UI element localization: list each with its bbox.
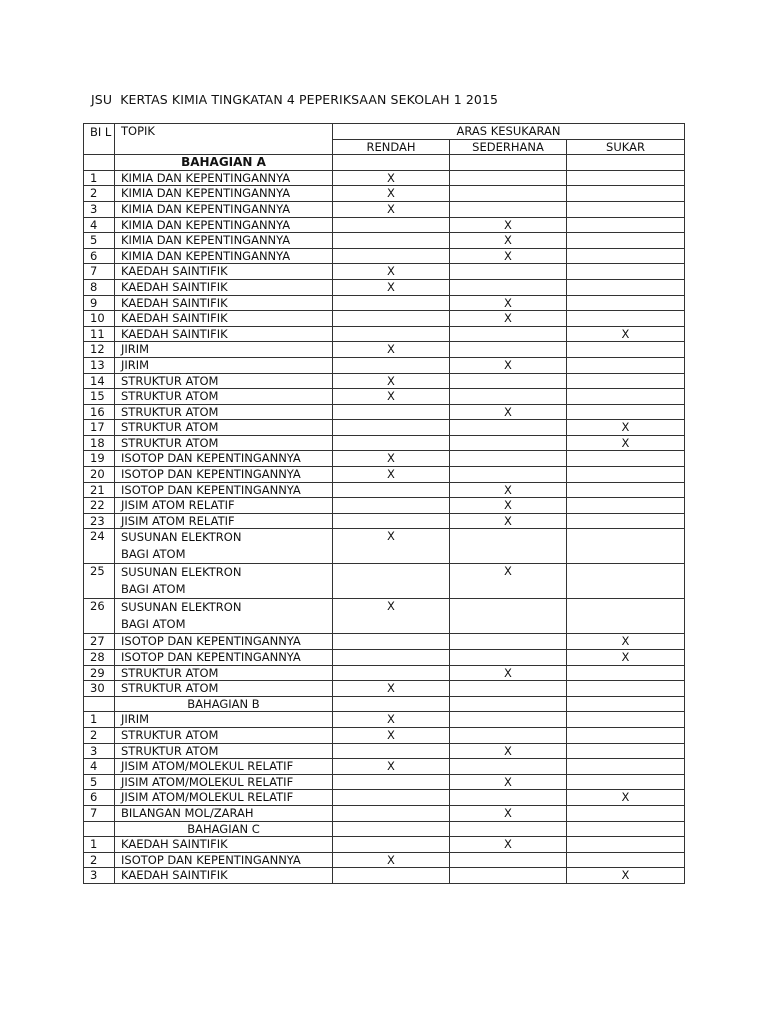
mark-x: X — [567, 790, 685, 806]
bil-cell: 28 — [84, 650, 115, 666]
table-row — [84, 389, 685, 405]
topik-cell: JISIM ATOM/MOLEKUL RELATIF — [115, 774, 333, 790]
empty-cell — [567, 728, 685, 744]
empty-cell — [567, 774, 685, 790]
bil-cell: 15 — [84, 389, 115, 405]
bil-cell: 1 — [84, 712, 115, 728]
mark-x: X — [333, 467, 450, 483]
bil-cell: 26 — [84, 599, 115, 634]
jsu-table — [83, 123, 685, 884]
topik-cell: STRUKTUR ATOM — [115, 404, 333, 420]
bil-cell: 2 — [84, 728, 115, 744]
empty-cell — [333, 295, 450, 311]
empty-cell — [450, 279, 567, 295]
table-row — [84, 837, 685, 853]
table-row — [84, 326, 685, 342]
topik-cell: KIMIA DAN KEPENTINGANNYA — [115, 233, 333, 249]
topik-cell: JISIM ATOM RELATIF — [115, 513, 333, 529]
bil-cell: 2 — [84, 186, 115, 202]
empty-cell — [450, 467, 567, 483]
empty-cell — [567, 805, 685, 821]
bil-cell: 4 — [84, 759, 115, 775]
table-row — [84, 805, 685, 821]
empty-cell — [567, 482, 685, 498]
table-row — [84, 233, 685, 249]
bil-cell: 10 — [84, 311, 115, 327]
table-row — [84, 728, 685, 744]
topik-cell: STRUKTUR ATOM — [115, 681, 333, 697]
mark-x: X — [333, 852, 450, 868]
bil-cell: 1 — [84, 170, 115, 186]
mark-x: X — [450, 665, 567, 681]
bil-cell: 9 — [84, 295, 115, 311]
mark-x: X — [450, 233, 567, 249]
table-row — [84, 295, 685, 311]
empty-cell — [450, 186, 567, 202]
bil-cell: 2 — [84, 852, 115, 868]
table-row — [84, 357, 685, 373]
header-sederhana: SEDERHANA — [450, 139, 567, 155]
mark-x: X — [333, 186, 450, 202]
mark-x: X — [333, 681, 450, 697]
empty-cell — [450, 759, 567, 775]
empty-cell — [567, 357, 685, 373]
empty-cell — [333, 868, 450, 884]
empty-cell — [567, 311, 685, 327]
empty-cell — [450, 326, 567, 342]
empty-cell — [450, 852, 567, 868]
empty-cell — [567, 743, 685, 759]
empty-cell — [567, 233, 685, 249]
section-row — [84, 821, 685, 837]
mark-x: X — [450, 774, 567, 790]
section-bil-cell — [84, 821, 115, 837]
mark-x: X — [567, 435, 685, 451]
table-row — [84, 498, 685, 514]
empty-cell — [333, 634, 450, 650]
header-rendah: RENDAH — [333, 139, 450, 155]
empty-cell — [333, 420, 450, 436]
header-aras-kesukaran: ARAS KESUKARAN — [333, 124, 685, 140]
empty-cell — [333, 650, 450, 666]
bil-cell: 21 — [84, 482, 115, 498]
empty-cell — [567, 373, 685, 389]
topik-cell: JIRIM — [115, 342, 333, 358]
mark-x: X — [333, 529, 450, 564]
empty-cell — [567, 404, 685, 420]
section-bil-cell — [84, 696, 115, 712]
empty-cell — [333, 482, 450, 498]
bil-cell: 27 — [84, 634, 115, 650]
empty-cell — [450, 201, 567, 217]
bil-cell: 6 — [84, 790, 115, 806]
bil-cell: 19 — [84, 451, 115, 467]
table-row — [84, 743, 685, 759]
empty-cell — [450, 264, 567, 280]
mark-x: X — [450, 217, 567, 233]
mark-x: X — [450, 482, 567, 498]
empty-cell — [567, 389, 685, 405]
bil-cell: 11 — [84, 326, 115, 342]
mark-x: X — [567, 326, 685, 342]
topik-cell: KAEDAH SAINTIFIK — [115, 295, 333, 311]
bil-cell: 22 — [84, 498, 115, 514]
empty-cell — [567, 759, 685, 775]
empty-cell — [333, 233, 450, 249]
topik-cell: JISIM ATOM/MOLEKUL RELATIF — [115, 790, 333, 806]
bil-cell: 5 — [84, 233, 115, 249]
empty-cell — [567, 681, 685, 697]
mark-x: X — [567, 868, 685, 884]
bil-cell: 4 — [84, 217, 115, 233]
bil-cell: 14 — [84, 373, 115, 389]
empty-cell — [567, 186, 685, 202]
empty-cell — [450, 435, 567, 451]
topik-cell: SUSUNAN ELEKTRON BAGI ATOM — [115, 599, 333, 634]
section-empty-cell — [450, 155, 567, 171]
bil-cell: 6 — [84, 248, 115, 264]
empty-cell — [333, 326, 450, 342]
mark-x: X — [333, 599, 450, 634]
header-sukar: SUKAR — [567, 139, 685, 155]
bil-cell: 8 — [84, 279, 115, 295]
topik-cell: STRUKTUR ATOM — [115, 728, 333, 744]
empty-cell — [333, 774, 450, 790]
bil-cell: 18 — [84, 435, 115, 451]
table-row — [84, 201, 685, 217]
mark-x: X — [333, 279, 450, 295]
bil-cell: 25 — [84, 564, 115, 599]
empty-cell — [333, 311, 450, 327]
table-row — [84, 420, 685, 436]
mark-x: X — [450, 404, 567, 420]
table-row — [84, 217, 685, 233]
empty-cell — [450, 681, 567, 697]
section-empty-cell — [333, 821, 450, 837]
empty-cell — [567, 513, 685, 529]
empty-cell — [333, 435, 450, 451]
topik-cell: KAEDAH SAINTIFIK — [115, 311, 333, 327]
bil-cell: 7 — [84, 264, 115, 280]
bil-cell: 30 — [84, 681, 115, 697]
empty-cell — [567, 451, 685, 467]
table-row — [84, 599, 685, 634]
empty-cell — [333, 564, 450, 599]
empty-cell — [450, 650, 567, 666]
mark-x: X — [333, 201, 450, 217]
table-row — [84, 759, 685, 775]
topik-cell: KAEDAH SAINTIFIK — [115, 326, 333, 342]
empty-cell — [567, 564, 685, 599]
empty-cell — [333, 513, 450, 529]
empty-cell — [567, 852, 685, 868]
bil-cell: 29 — [84, 665, 115, 681]
table-row — [84, 170, 685, 186]
table-row — [84, 186, 685, 202]
empty-cell — [567, 279, 685, 295]
section-row — [84, 155, 685, 171]
topik-cell: KAEDAH SAINTIFIK — [115, 837, 333, 853]
section-empty-cell — [567, 821, 685, 837]
mark-x: X — [567, 420, 685, 436]
topik-cell: ISOTOP DAN KEPENTINGANNYA — [115, 634, 333, 650]
empty-cell — [567, 665, 685, 681]
table-row — [84, 311, 685, 327]
topik-cell: SUSUNAN ELEKTRON BAGI ATOM — [115, 529, 333, 564]
topik-cell: KAEDAH SAINTIFIK — [115, 868, 333, 884]
mark-x: X — [450, 498, 567, 514]
table-row — [84, 435, 685, 451]
table-row — [84, 373, 685, 389]
mark-x: X — [567, 634, 685, 650]
mark-x: X — [333, 389, 450, 405]
topik-cell: JISIM ATOM/MOLEKUL RELATIF — [115, 759, 333, 775]
topik-cell: KAEDAH SAINTIFIK — [115, 264, 333, 280]
mark-x: X — [450, 564, 567, 599]
table-row — [84, 774, 685, 790]
empty-cell — [450, 342, 567, 358]
table-row — [84, 790, 685, 806]
table-row — [84, 248, 685, 264]
bil-cell: 3 — [84, 868, 115, 884]
document-title: JSU KERTAS KIMIA TINGKATAN 4 PEPERIKSAAN SEKOLAH 1 2015 — [91, 92, 499, 107]
bil-cell: 24 — [84, 529, 115, 564]
empty-cell — [567, 467, 685, 483]
mark-x: X — [333, 264, 450, 280]
topik-cell: KAEDAH SAINTIFIK — [115, 279, 333, 295]
table-row — [84, 482, 685, 498]
mark-x: X — [450, 743, 567, 759]
section-empty-cell — [450, 696, 567, 712]
mark-x: X — [450, 805, 567, 821]
empty-cell — [450, 634, 567, 650]
mark-x: X — [333, 728, 450, 744]
section-empty-cell — [567, 696, 685, 712]
mark-x: X — [333, 342, 450, 358]
empty-cell — [450, 529, 567, 564]
topik-cell: ISOTOP DAN KEPENTINGANNYA — [115, 650, 333, 666]
table-row — [84, 650, 685, 666]
topik-cell: KIMIA DAN KEPENTINGANNYA — [115, 170, 333, 186]
empty-cell — [450, 170, 567, 186]
table-row — [84, 451, 685, 467]
bil-cell: 3 — [84, 201, 115, 217]
empty-cell — [450, 728, 567, 744]
bil-cell: 7 — [84, 805, 115, 821]
bil-cell: 5 — [84, 774, 115, 790]
empty-cell — [333, 743, 450, 759]
empty-cell — [450, 790, 567, 806]
mark-x: X — [450, 357, 567, 373]
empty-cell — [567, 712, 685, 728]
mark-x: X — [450, 513, 567, 529]
table-row — [84, 712, 685, 728]
empty-cell — [333, 790, 450, 806]
mark-x: X — [333, 759, 450, 775]
empty-cell — [567, 295, 685, 311]
topik-cell: SUSUNAN ELEKTRON BAGI ATOM — [115, 564, 333, 599]
bil-cell: 13 — [84, 357, 115, 373]
bil-cell: 1 — [84, 837, 115, 853]
empty-cell — [333, 498, 450, 514]
topik-cell: STRUKTUR ATOM — [115, 435, 333, 451]
section-title: BAHAGIAN A — [115, 155, 333, 171]
bil-cell: 3 — [84, 743, 115, 759]
table-row — [84, 665, 685, 681]
mark-x: X — [333, 170, 450, 186]
section-empty-cell — [333, 155, 450, 171]
section-title: BAHAGIAN B — [115, 696, 333, 712]
empty-cell — [450, 712, 567, 728]
empty-cell — [450, 599, 567, 634]
section-title: BAHAGIAN C — [115, 821, 333, 837]
bil-cell: 17 — [84, 420, 115, 436]
table-row — [84, 404, 685, 420]
table-row — [84, 564, 685, 599]
empty-cell — [450, 420, 567, 436]
empty-cell — [333, 357, 450, 373]
table-row — [84, 681, 685, 697]
topik-cell: KIMIA DAN KEPENTINGANNYA — [115, 186, 333, 202]
empty-cell — [333, 665, 450, 681]
empty-cell — [567, 248, 685, 264]
table-row — [84, 342, 685, 358]
header-bil: BI L — [84, 124, 115, 155]
mark-x: X — [567, 650, 685, 666]
section-bil-cell — [84, 155, 115, 171]
empty-cell — [450, 451, 567, 467]
bil-cell: 16 — [84, 404, 115, 420]
topik-cell: BILANGAN MOL/ZARAH — [115, 805, 333, 821]
topik-cell: STRUKTUR ATOM — [115, 389, 333, 405]
empty-cell — [450, 373, 567, 389]
bil-cell: 12 — [84, 342, 115, 358]
table-row — [84, 529, 685, 564]
topik-cell: ISOTOP DAN KEPENTINGANNYA — [115, 482, 333, 498]
empty-cell — [567, 837, 685, 853]
mark-x: X — [333, 373, 450, 389]
topik-cell: ISOTOP DAN KEPENTINGANNYA — [115, 467, 333, 483]
table-row — [84, 467, 685, 483]
topik-cell: ISOTOP DAN KEPENTINGANNYA — [115, 852, 333, 868]
empty-cell — [333, 404, 450, 420]
mark-x: X — [450, 311, 567, 327]
section-empty-cell — [450, 821, 567, 837]
topik-cell: JIRIM — [115, 712, 333, 728]
topik-cell: KIMIA DAN KEPENTINGANNYA — [115, 217, 333, 233]
mark-x: X — [333, 712, 450, 728]
mark-x: X — [450, 837, 567, 853]
table-row — [84, 513, 685, 529]
empty-cell — [333, 248, 450, 264]
topik-cell: JIRIM — [115, 357, 333, 373]
empty-cell — [450, 389, 567, 405]
table-row — [84, 868, 685, 884]
table-row — [84, 264, 685, 280]
topik-cell: ISOTOP DAN KEPENTINGANNYA — [115, 451, 333, 467]
empty-cell — [567, 529, 685, 564]
empty-cell — [567, 217, 685, 233]
bil-cell: 23 — [84, 513, 115, 529]
empty-cell — [450, 868, 567, 884]
table-row — [84, 852, 685, 868]
empty-cell — [333, 805, 450, 821]
empty-cell — [567, 599, 685, 634]
topik-cell: JISIM ATOM RELATIF — [115, 498, 333, 514]
section-row — [84, 696, 685, 712]
empty-cell — [333, 217, 450, 233]
empty-cell — [567, 264, 685, 280]
topik-cell: KIMIA DAN KEPENTINGANNYA — [115, 201, 333, 217]
empty-cell — [333, 837, 450, 853]
header-row-1 — [84, 124, 685, 140]
empty-cell — [567, 498, 685, 514]
empty-cell — [567, 201, 685, 217]
mark-x: X — [333, 451, 450, 467]
table-row — [84, 634, 685, 650]
section-empty-cell — [567, 155, 685, 171]
table-row — [84, 279, 685, 295]
topik-cell: KIMIA DAN KEPENTINGANNYA — [115, 248, 333, 264]
empty-cell — [567, 342, 685, 358]
header-topik: TOPIK — [115, 124, 333, 155]
topik-cell: STRUKTUR ATOM — [115, 743, 333, 759]
topik-cell: STRUKTUR ATOM — [115, 665, 333, 681]
empty-cell — [567, 170, 685, 186]
mark-x: X — [450, 295, 567, 311]
mark-x: X — [450, 248, 567, 264]
topik-cell: STRUKTUR ATOM — [115, 420, 333, 436]
bil-cell: 20 — [84, 467, 115, 483]
section-empty-cell — [333, 696, 450, 712]
topik-cell: STRUKTUR ATOM — [115, 373, 333, 389]
